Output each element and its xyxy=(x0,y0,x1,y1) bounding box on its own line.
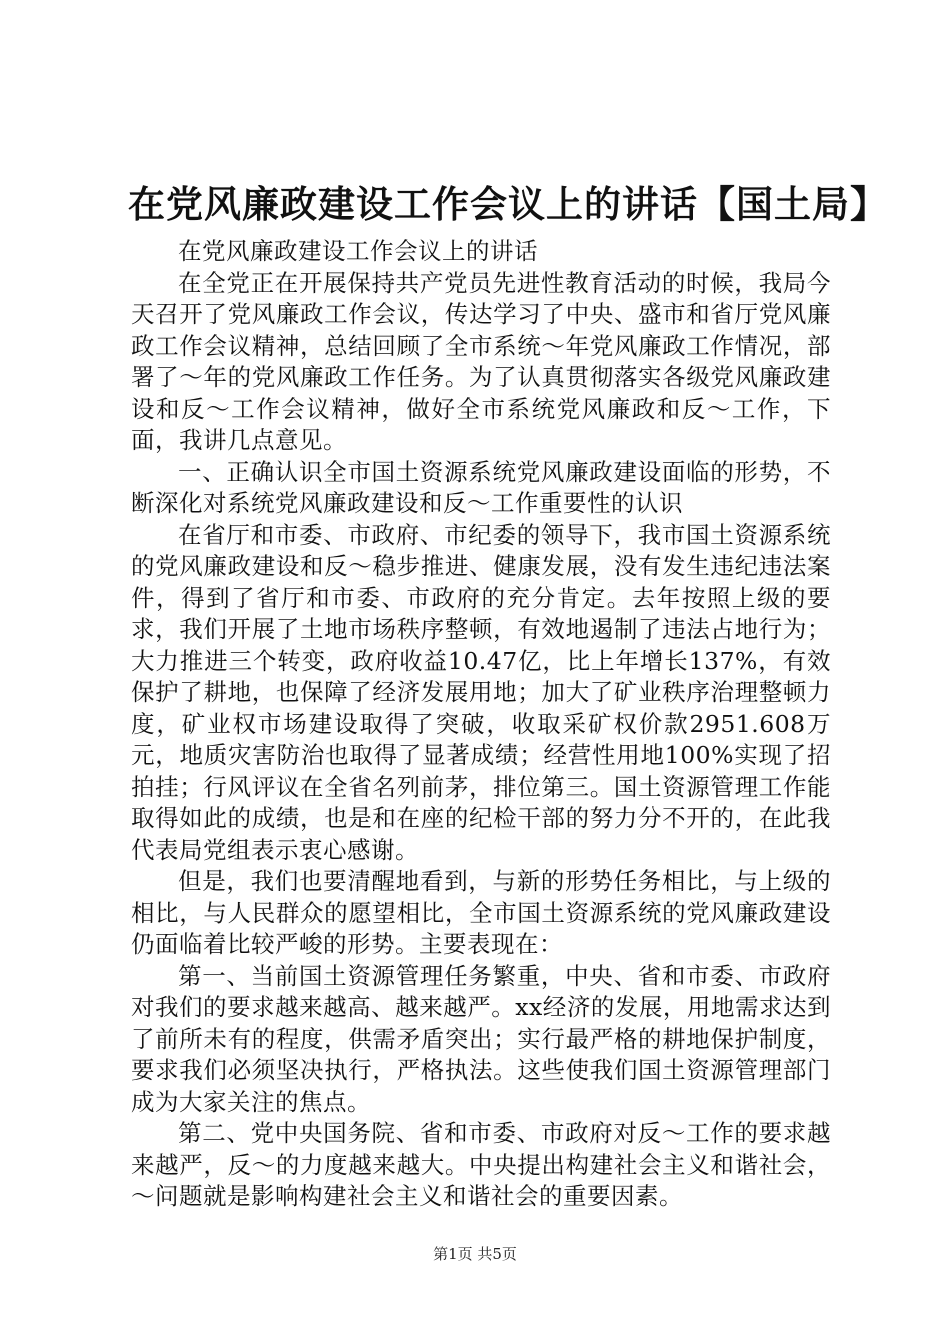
paragraph: 第一、当前国土资源管理任务繁重，中央、省和市委、市政府对我们的要求越来越高、越来越严。xx经济的发展，用地需求达到了前所未有的程度，供需矛盾突出；实行最严格的耕地保护制度，要求我们必须坚决执行，严格执法。这些使我们国土资源管理部门成为大家关注的焦点。 xyxy=(131,961,831,1116)
document-body xyxy=(131,236,831,1213)
page-footer: 第1页 共5页 xyxy=(433,1245,517,1263)
paragraph: 在全党正在开展保持共产党员先进性教育活动的时候，我局今天召开了党风廉政工作会议，传达学习了中央、盛市和省厅党风廉政工作会议精神，总结回顾了全市系统～年党风廉政工作情况，部署了～年的党风廉政工作任务。为了认真贯彻落实各级党风廉政建设和反～工作会议精神，做好全市系统党风廉政和反～工作，下面，我讲几点意见。 xyxy=(131,268,831,454)
paragraph-heading: 一、正确认识全市国土资源系统党风廉政建设面临的形势，不断深化对系统党风廉政建设和反～工作重要性的认识 xyxy=(131,457,831,517)
paragraph: 在省厅和市委、市政府、市纪委的领导下，我市国土资源系统的党风廉政建设和反～稳步推进、健康发展，没有发生违纪违法案件，得到了省厅和市委、市政府的充分肯定。去年按照上级的要求，我们开展了土地市场秩序整顿，有效地遏制了违法占地行为；大力推进三个转变，政府收益10.47亿，比上年增长137%，有效保护了耕地，也保障了经济发展用地；加大了矿业秩序治理整顿力度，矿业权市场建设取得了突破，收取采矿权价款2951.608万元，地质灾害防治也取得了显著成绩；经营性用地100%实现了招拍挂；行风评议在全省名列前茅，排位第三。国土资源管理工作能取得如此的成绩，也是和在座的纪检干部的努力分不开的，在此我代表局党组表示衷心感谢。 xyxy=(131,520,831,864)
document-title: 在党风廉政建设工作会议上的讲话【国土局】 xyxy=(128,182,888,226)
paragraph: 但是，我们也要清醒地看到，与新的形势任务相比，与上级的相比，与人民群众的愿望相比，全市国土资源系统的党风廉政建设仍面临着比较严峻的形势。主要表现在： xyxy=(131,867,831,958)
paragraph-subtitle: 在党风廉政建设工作会议上的讲话 xyxy=(178,237,538,265)
paragraph: 第二、党中央国务院、省和市委、市政府对反～工作的要求越来越严，反～的力度越来越大。中央提出构建社会主义和谐社会，～问题就是影响构建社会主义和谐社会的重要因素。 xyxy=(131,1119,831,1210)
